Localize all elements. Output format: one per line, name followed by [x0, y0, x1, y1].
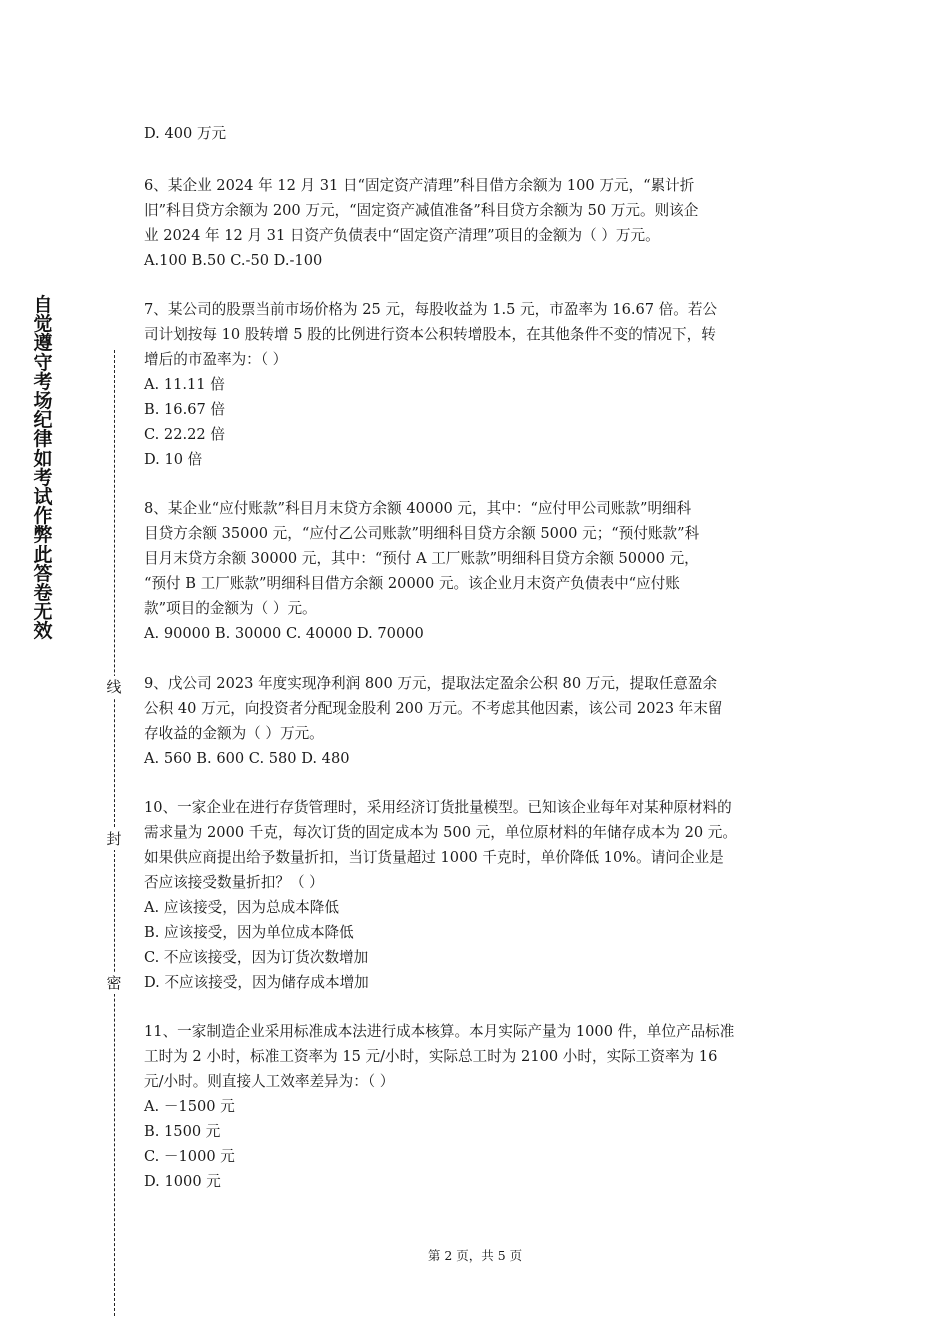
question-stem-line: 10、一家企业在进行存货管理时，采用经济订货批量模型。已知该企业每年对某种原材料的 — [144, 799, 732, 816]
question-stem-line: 公积 40 万元，向投资者分配现金股利 200 万元。不考虑其他因素，该公司 2023 年末留 — [144, 700, 723, 717]
question-stem-line: 元/小时。则直接人工效率差异为：（ ） — [144, 1073, 395, 1090]
option-line: B. 1500 元 — [144, 1123, 221, 1140]
question-stem-line: 存收益的金额为（ ）万元。 — [144, 725, 324, 742]
question-stem-line: 目月末贷方余额 30000 元，其中：“预付 A 工厂账款”明细科目贷方余额 50000 元， — [144, 550, 699, 567]
option-line: B. 应该接受，因为单位成本降低 — [144, 924, 354, 941]
option-line: C. －1000 元 — [144, 1148, 235, 1165]
option-line: A.100 B.50 C.-50 D.-100 — [144, 252, 323, 269]
question-stem-line: 否应该接受数量折扣？（ ） — [144, 874, 324, 891]
option-line: A. －1500 元 — [144, 1098, 235, 1115]
option-line: C. 不应该接受，因为订货次数增加 — [144, 949, 369, 966]
question-stem-line: 8、某企业“应付账款”科目月末贷方余额 40000 元，其中：“应付甲公司账款”明细科 — [144, 500, 692, 517]
question-stem-line: 司计划按每 10 股转增 5 股的比例进行资本公积转增股本，在其他条件不变的情况下，转 — [144, 326, 716, 343]
option-line: A. 11.11 倍 — [144, 376, 225, 393]
page-footer: 第 2 页，共 5 页 — [427, 1248, 523, 1263]
option-line: D. 400 万元 — [144, 125, 227, 142]
question-stem-line: 增后的市盈率为：（ ） — [144, 351, 288, 368]
question-stem-line: 11、一家制造企业采用标准成本法进行成本核算。本月实际产量为 1000 件，单位产品标准 — [144, 1023, 735, 1040]
question-stem-line: 7、某公司的股票当前市场价格为 25 元，每股收益为 1.5 元，市盈率为 16.67 倍。若公 — [144, 301, 718, 318]
question-stem-line: 9、戊公司 2023 年度实现净利润 800 万元，提取法定盈余公积 80 万元，提取任意盈余 — [144, 675, 718, 692]
question-stem-line: 6、某企业 2024 年 12 月 31 日“固定资产清理”科目借方余额为 100 万元，“累计折 — [144, 177, 695, 194]
question-stem-line: 工时为 2 小时，标准工资率为 15 元/小时，实际总工时为 2100 小时，实际工资率为 16 — [144, 1048, 718, 1065]
question-stem-line: 款”项目的金额为（ ）元。 — [144, 600, 317, 617]
option-line: D. 1000 元 — [144, 1173, 221, 1190]
binding-label-secret: 密 — [106, 974, 122, 992]
question-stem-line: 如果供应商提出给予数量折扣，当订货量超过 1000 千克时，单价降低 10%。请问企业是 — [144, 849, 724, 866]
option-line: D. 10 倍 — [144, 451, 203, 468]
question-stem-line: 需求量为 2000 千克，每次订货的固定成本为 500 元，单位原材料的年储存成本为 20 元。 — [144, 824, 737, 841]
question-stem-line: 目贷方余额 35000 元，“应付乙公司账款”明细科目贷方余额 5000 元；“预付账款”科 — [144, 525, 700, 542]
binding-label-seal: 封 — [106, 830, 122, 848]
question-stem-line: 业 2024 年 12 月 31 日资产负债表中“固定资产清理”项目的金额为（ ）万元。 — [144, 227, 660, 244]
option-line: D. 不应该接受，因为储存成本增加 — [144, 974, 369, 991]
option-line: A. 90000 B. 30000 C. 40000 D. 70000 — [144, 625, 424, 642]
option-line: C. 22.22 倍 — [144, 426, 225, 443]
question-stem-line: “预付 B 工厂账款”明细科目借方余额 20000 元。该企业月末资产负债表中“应付账 — [144, 575, 680, 592]
option-line: B. 16.67 倍 — [144, 401, 226, 418]
binding-label-line: 线 — [106, 678, 122, 696]
option-line: A. 应该接受，因为总成本降低 — [144, 899, 339, 916]
option-line: A. 560 B. 600 C. 580 D. 480 — [144, 750, 350, 767]
exam-discipline-notice: 自觉遵守考场纪律如考试作弊此答卷无效 — [33, 294, 53, 643]
question-stem-line: 旧”科目贷方余额为 200 万元，“固定资产减值准备”科目贷方余额为 50 万元。则该企 — [144, 202, 699, 219]
